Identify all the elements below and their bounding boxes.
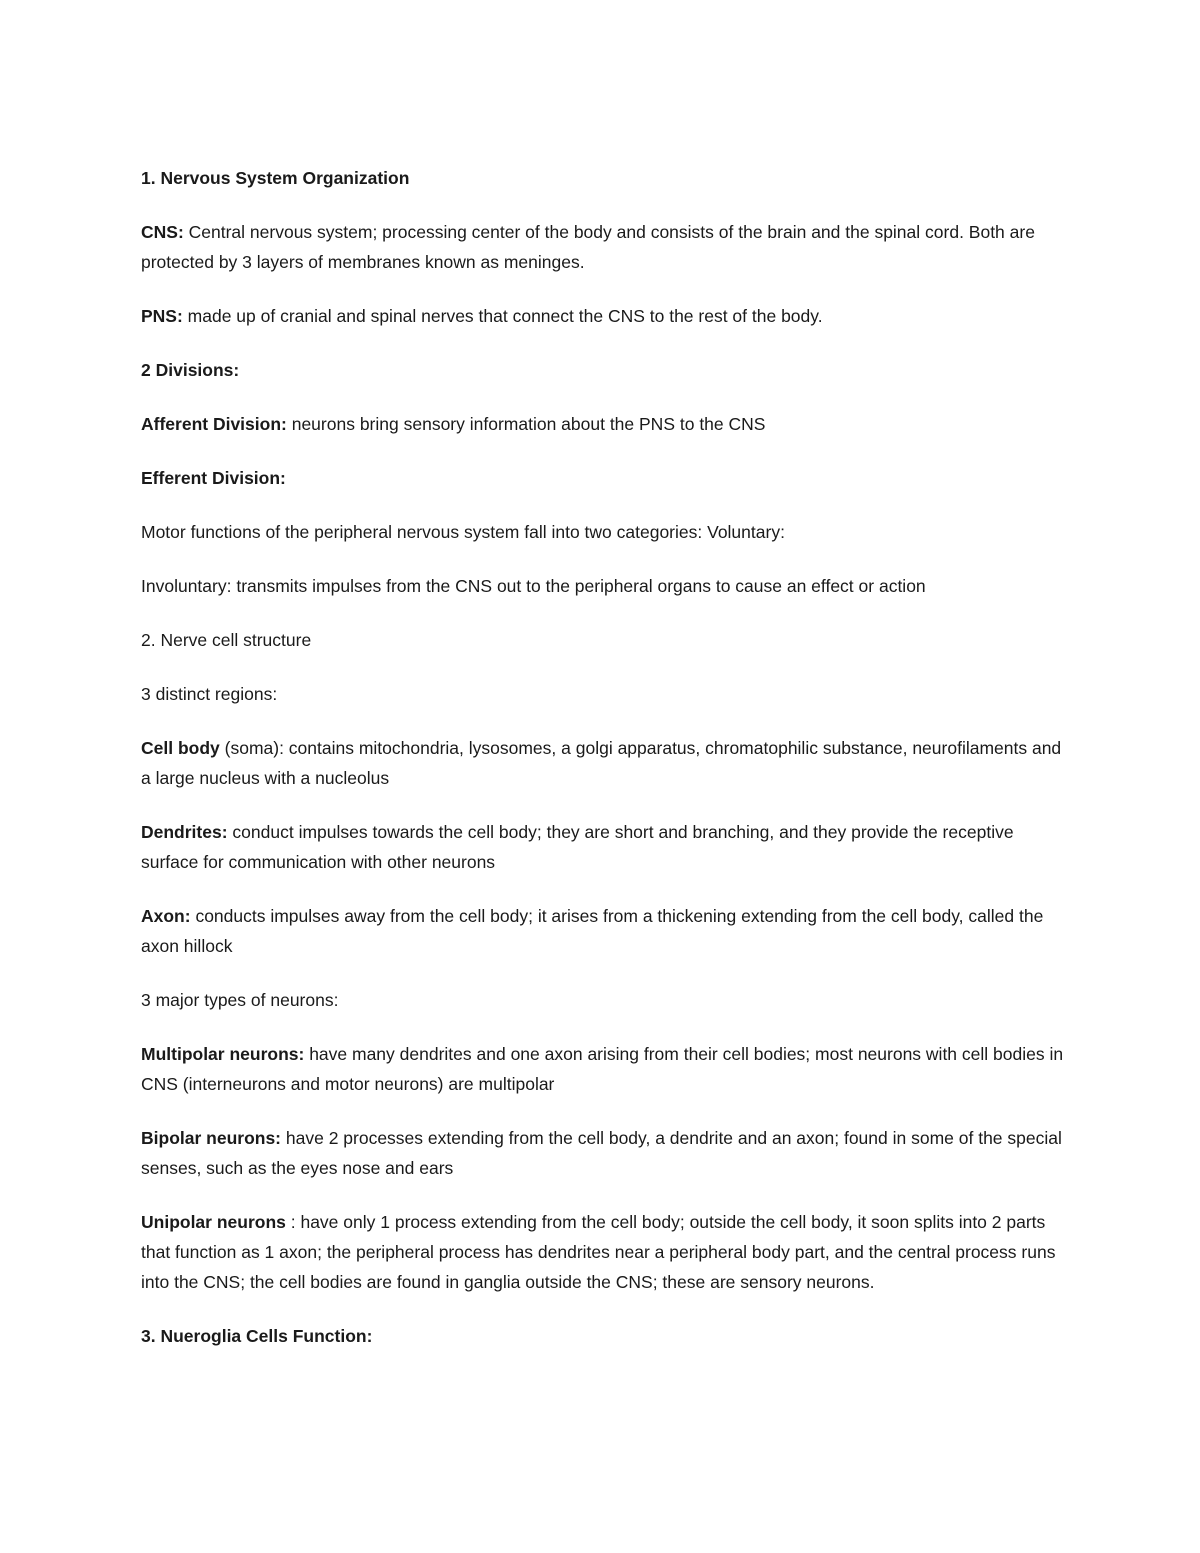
term-label: Unipolar neurons bbox=[141, 1212, 286, 1232]
term-label: Bipolar neurons: bbox=[141, 1128, 282, 1148]
divisions-heading: 2 Divisions: bbox=[141, 360, 240, 380]
section-heading: 3. Nueroglia Cells Function: bbox=[141, 1326, 373, 1346]
afferent-paragraph bbox=[141, 409, 1071, 439]
efferent-heading: Efferent Division: bbox=[141, 468, 286, 488]
unipolar-paragraph bbox=[141, 1207, 1071, 1297]
definition-text: neurons bring sensory information about the PNS to the CNS bbox=[286, 414, 766, 434]
term-label: Multipolar neurons: bbox=[141, 1044, 305, 1064]
section-heading: 1. Nervous System Organization bbox=[141, 168, 410, 188]
section-heading: 2. Nerve cell structure bbox=[141, 630, 312, 650]
definition-text: (soma): contains mitochondria, lysosomes, a golgi apparatus, chromatophilic substance, neurofilaments and a large nucleus with a nucleolus bbox=[141, 738, 1062, 788]
bipolar-paragraph bbox=[141, 1123, 1071, 1183]
definition-text: conducts impulses away from the cell body; it arises from a thickening extending from the cell body, called the axon hillock bbox=[141, 906, 1044, 956]
definition-text: made up of cranial and spinal nerves that connect the CNS to the rest of the body. bbox=[182, 306, 823, 326]
pns-paragraph bbox=[141, 301, 1071, 331]
definition-text: : have only 1 process extending from the cell body; outside the cell body, it soon splits into 2 parts that function as 1 axon; the peripheral process has dendrites near a peripheral body part, and the central process runs into the CNS; the cell bodies are found in ganglia outside the CNS; these are sensory neurons. bbox=[141, 1212, 1056, 1292]
definition-text: have many dendrites and one axon arising from their cell bodies; most neurons with cell bodies in CNS (interneurons and motor neurons) are multipolar bbox=[141, 1044, 1064, 1094]
term-label: Dendrites: bbox=[141, 822, 228, 842]
axon-paragraph bbox=[141, 901, 1071, 961]
types-heading: 3 major types of neurons: bbox=[141, 990, 339, 1010]
term-label: CNS: bbox=[141, 222, 184, 242]
definition-text: conduct impulses towards the cell body; they are short and branching, and they provide the receptive surface for communication with other neurons bbox=[141, 822, 1014, 872]
document-page bbox=[141, 163, 1071, 1375]
definition-text: have 2 processes extending from the cell body, a dendrite and an axon; found in some of the special senses, such as the eyes nose and ears bbox=[141, 1128, 1062, 1178]
definition-text: Central nervous system; processing center of the body and consists of the brain and the spinal cord. Both are protected by 3 layers of membranes known as meninges. bbox=[141, 222, 1035, 272]
dendrites-paragraph bbox=[141, 817, 1071, 877]
term-label: Axon: bbox=[141, 906, 191, 926]
cns-paragraph bbox=[141, 217, 1071, 277]
term-label: PNS: bbox=[141, 306, 183, 326]
regions-heading: 3 distinct regions: bbox=[141, 684, 278, 704]
multipolar-paragraph bbox=[141, 1039, 1071, 1099]
involuntary-paragraph: Involuntary: transmits impulses from the CNS out to the peripheral organs to cause an effect or action bbox=[141, 576, 926, 596]
term-label: Afferent Division: bbox=[141, 414, 287, 434]
motor-functions-paragraph: Motor functions of the peripheral nervous system fall into two categories: Voluntary: bbox=[141, 522, 785, 542]
cell-body-paragraph bbox=[141, 733, 1071, 793]
term-label: Cell body bbox=[141, 738, 220, 758]
